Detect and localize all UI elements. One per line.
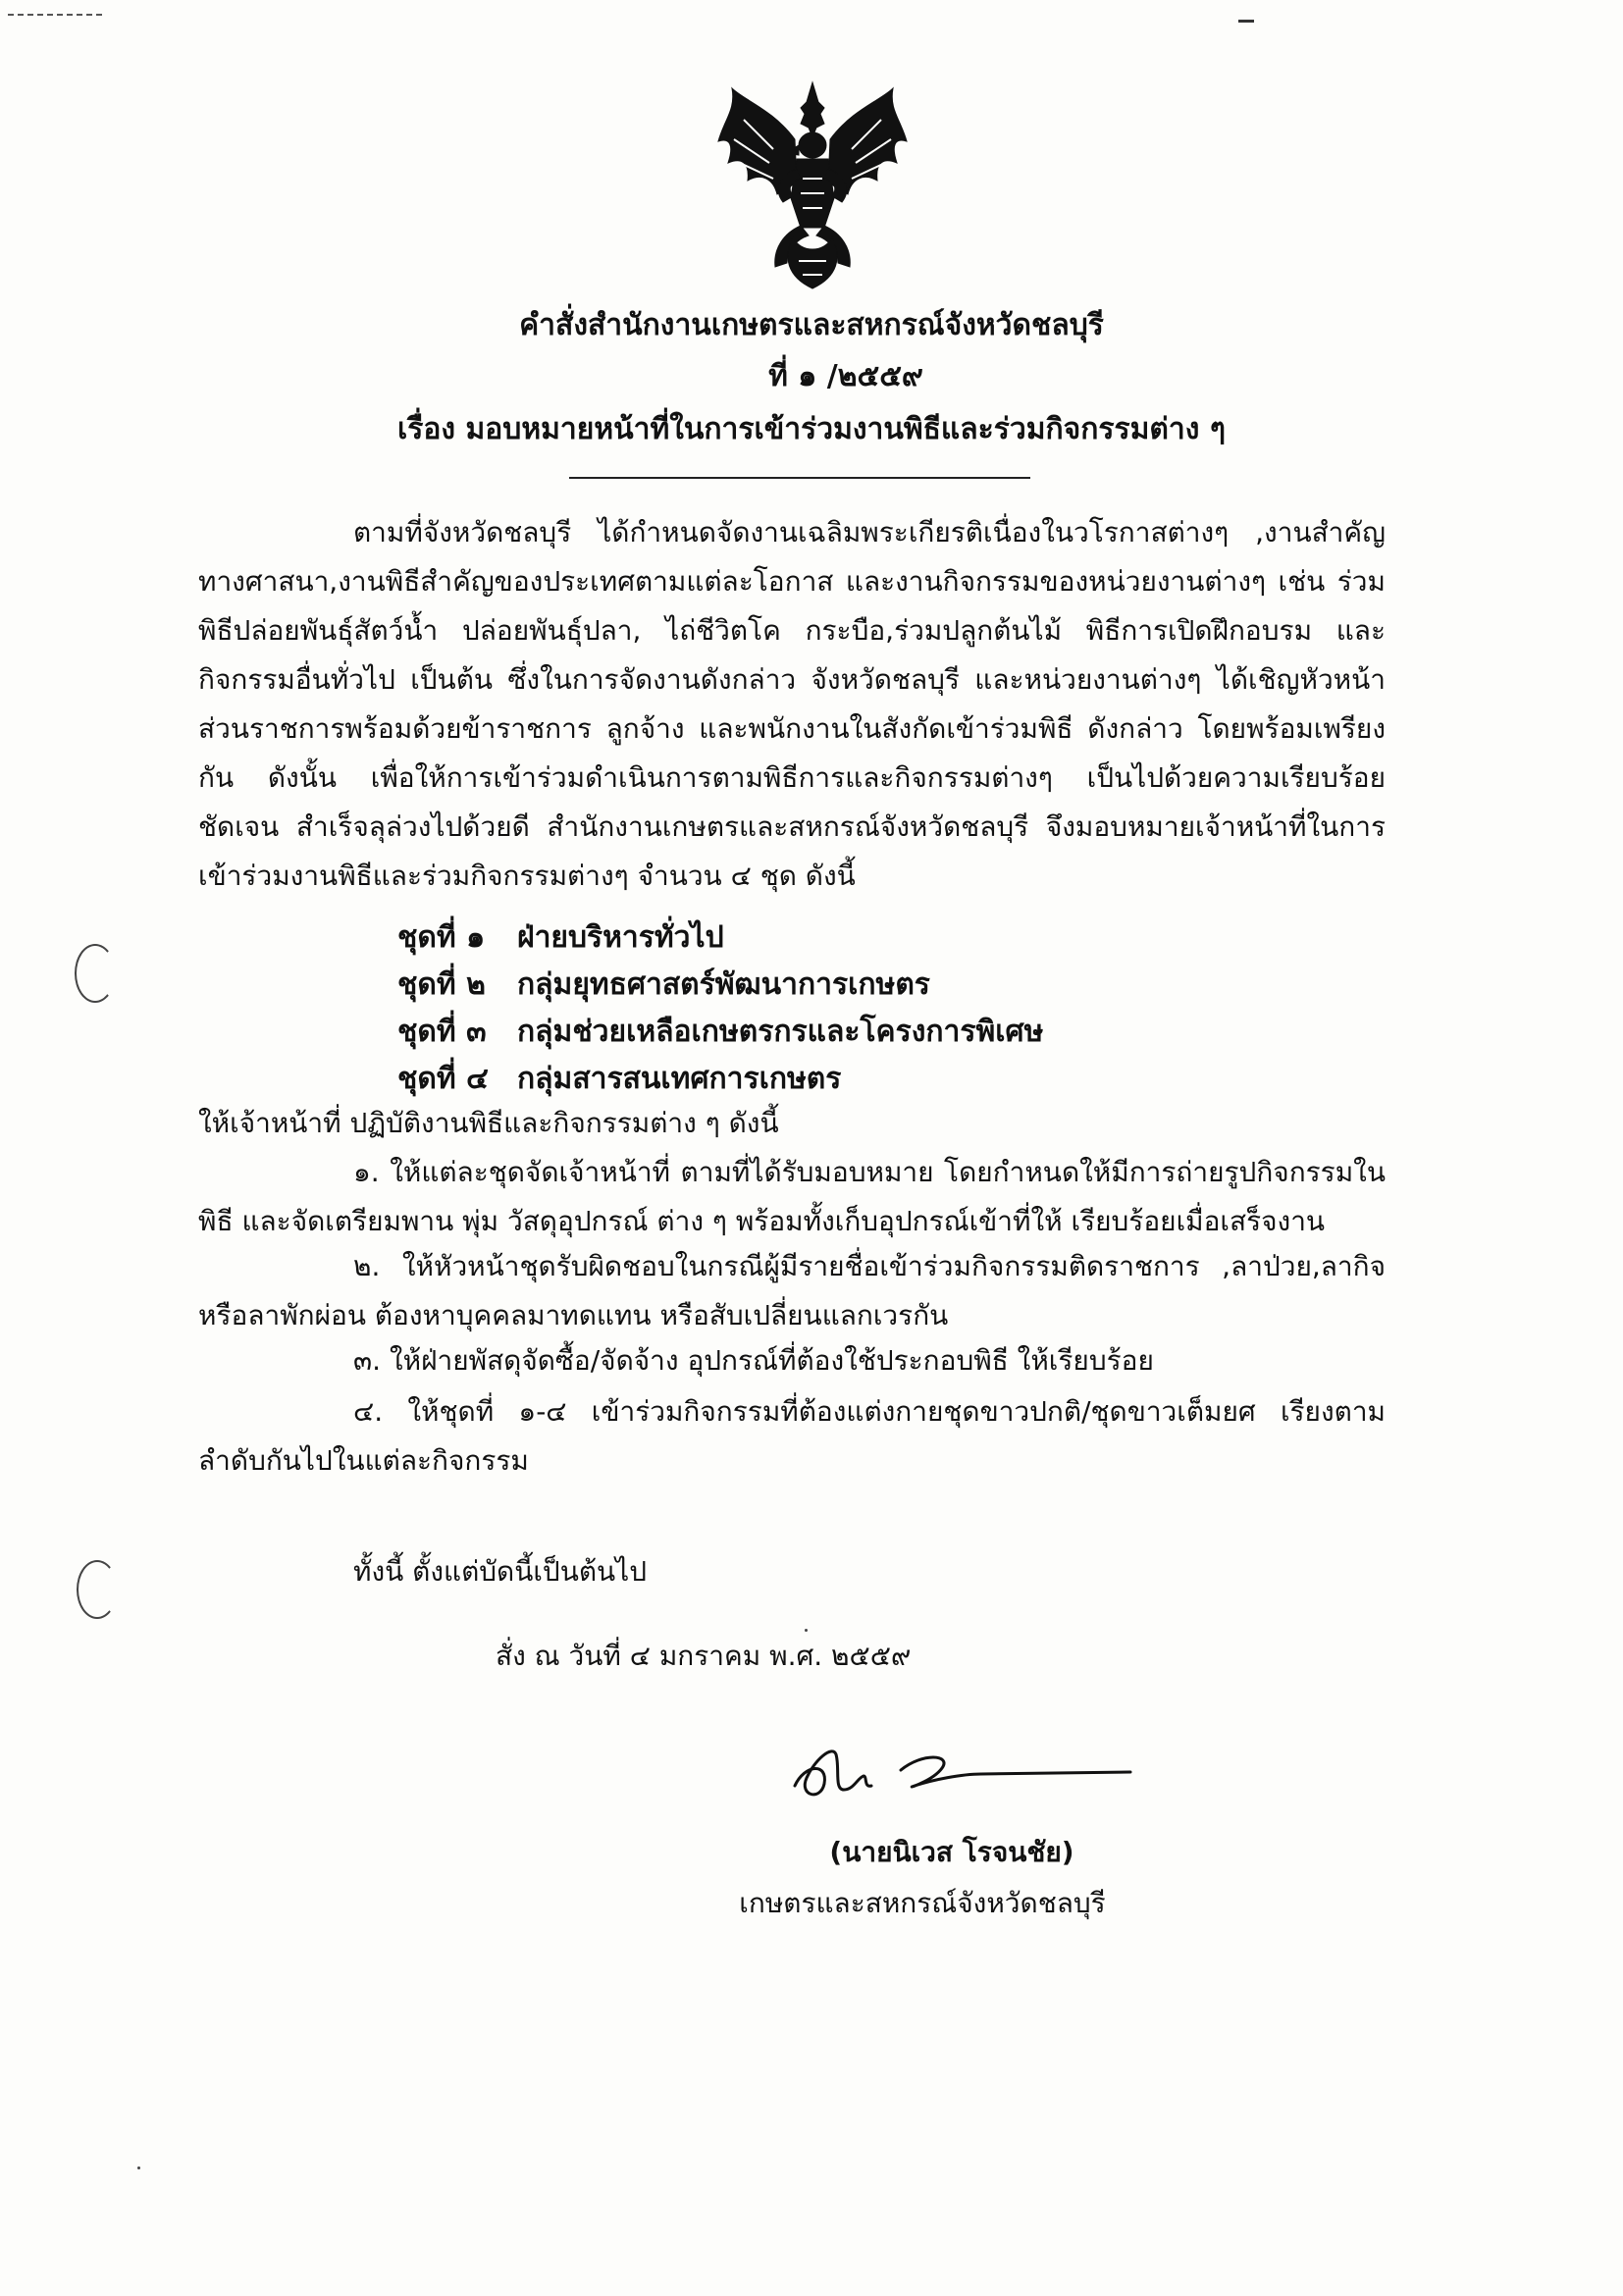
order-title: คำสั่งสำนักงานเกษตรและสหกรณ์จังหวัดชลบุรี [519,308,1104,342]
body-paragraph: ตามที่จังหวัดชลบุรี ได้กำหนดจัดงานเฉลิมพระเกียรติเนื่องในวโรกาสต่างๆ ,งานสำคัญทางศาสนา,งานพิธีสำคัญของประเทศตามแต่ละโอกาส และงานกิจกรรมของหน่วยงานต่างๆ เช่น ร่วมพิธีปล่อยพันธุ์สัตว์น้ำ ปล่อยพันธุ์ปลา, ไถ่ชีวิตโค กระบือ,ร่วมปลูกต้นไม้ พิธีการเปิดฝึกอบรม และกิจกรรมอื่นทั่วไป เป็นต้น ซึ่งในการจัดงานดังกล่าว จังหวัดชลบุรี และหน่วยงานต่างๆ ได้เชิญหัวหน้าส่วนราชการพร้อมด้วยข้าราชการ ลูกจ้าง และพนักงานในสังกัดเข้าร่วมพิธี ดังกล่าว โดยพร้อมเพรียงกัน ดังนั้น เพื่อให้การเข้าร่วมดำเนินการตามพิธีการและกิจกรรมต่างๆ เป็นไปด้วยความเรียบร้อย ชัดเจน สำเร็จลุล่วงไปด้วยดี สำนักงานเกษตรและสหกรณ์จังหวัดชลบุรี จึงมอบหมายเจ้าหน้าที่ในการเข้าร่วมงานพิธีและร่วมกิจกรรมต่างๆ จำนวน ๔ ชุด ดังนี้ [198,516,1386,892]
list-item [397,962,1043,1009]
scan-artifact [1238,20,1254,23]
punch-hole [75,944,116,1003]
group-list [397,914,1043,1103]
punch-hole [77,1560,118,1619]
list-item [397,914,1043,962]
list-item [397,1009,1043,1056]
order-subject: เรื่อง มอบหมายหน้าที่ในการเข้าร่วมงานพิธีและร่วมกิจกรรมต่าง ๆ [397,412,1226,446]
signatory-name: (นายนิเวส โรจนชัย) [829,1836,1074,1868]
instruction-item: ๒. ให้หัวหน้าชุดรับผิดชอบในกรณีผู้มีรายชื่อเข้าร่วมกิจกรรมติดราชการ ,ลาป่วย,ลากิจหรือลาพักผ่อน ต้องหาบุคคลมาทดแทน หรือสับเปลี่ยนแลกเวรกัน [198,1250,1386,1331]
header-divider [569,477,1030,479]
group-number: ชุดที่ ๑ [397,920,486,955]
group-name: กลุ่มช่วยเหลือเกษตรกรและโครงการพิเศษ [517,1015,1044,1049]
group-number: ชุดที่ ๒ [397,967,486,1002]
scan-speck [805,1629,808,1632]
group-name: กลุ่มสารสนเทศการเกษตร [517,1062,842,1096]
group-name: ฝ่ายบริหารทั่วไป [517,920,724,955]
scan-speck [137,2166,140,2169]
garuda-emblem-icon [714,80,911,291]
order-number: ที่ ๑ /๒๕๕๙ [768,359,923,393]
instruction-item: ๔. ให้ชุดที่ ๑-๔ เข้าร่วมกิจกรรมที่ต้องแต่งกายชุดขาวปกติ/ชุดขาวเต็มยศ เรียงตามลำดับกันไปในแต่ละกิจกรรม [198,1395,1386,1477]
list-item [397,1056,1043,1103]
scan-artifact [8,14,106,16]
handwritten-signature [785,1725,1138,1813]
order-date: สั่ง ณ วันที่ ๔ มกราคม พ.ศ. ๒๕๕๙ [496,1640,912,1672]
effective-date-clause: ทั้งนี้ ตั้งแต่บัดนี้เป็นต้นไป [353,1555,648,1588]
instruction-item: ๑. ให้แต่ละชุดจัดเจ้าหน้าที่ ตามที่ได้รับมอบหมาย โดยกำหนดให้มีการถ่ายรูปกิจกรรมในพิธี และจัดเตรียมพาน พุ่ม วัสดุอุปกรณ์ ต่าง ๆ พร้อมทั้งเก็บอุปกรณ์เข้าที่ให้ เรียบร้อยเมื่อเสร็จงาน [198,1156,1386,1237]
group-number: ชุดที่ ๓ [397,1015,487,1049]
instruction-item: ๓. ให้ฝ่ายพัสดุจัดซื้อ/จัดจ้าง อุปกรณ์ที่ต้องใช้ประกอบพิธี ให้เรียบร้อย [353,1344,1154,1377]
group-number: ชุดที่ ๔ [397,1062,489,1096]
instructions-intro: ให้เจ้าหน้าที่ ปฏิบัติงานพิธีและกิจกรรมต่าง ๆ ดังนี้ [198,1107,779,1139]
group-name: กลุ่มยุทธศาสตร์พัฒนาการเกษตร [517,967,930,1002]
signatory-position: เกษตรและสหกรณ์จังหวัดชลบุรี [739,1887,1106,1919]
